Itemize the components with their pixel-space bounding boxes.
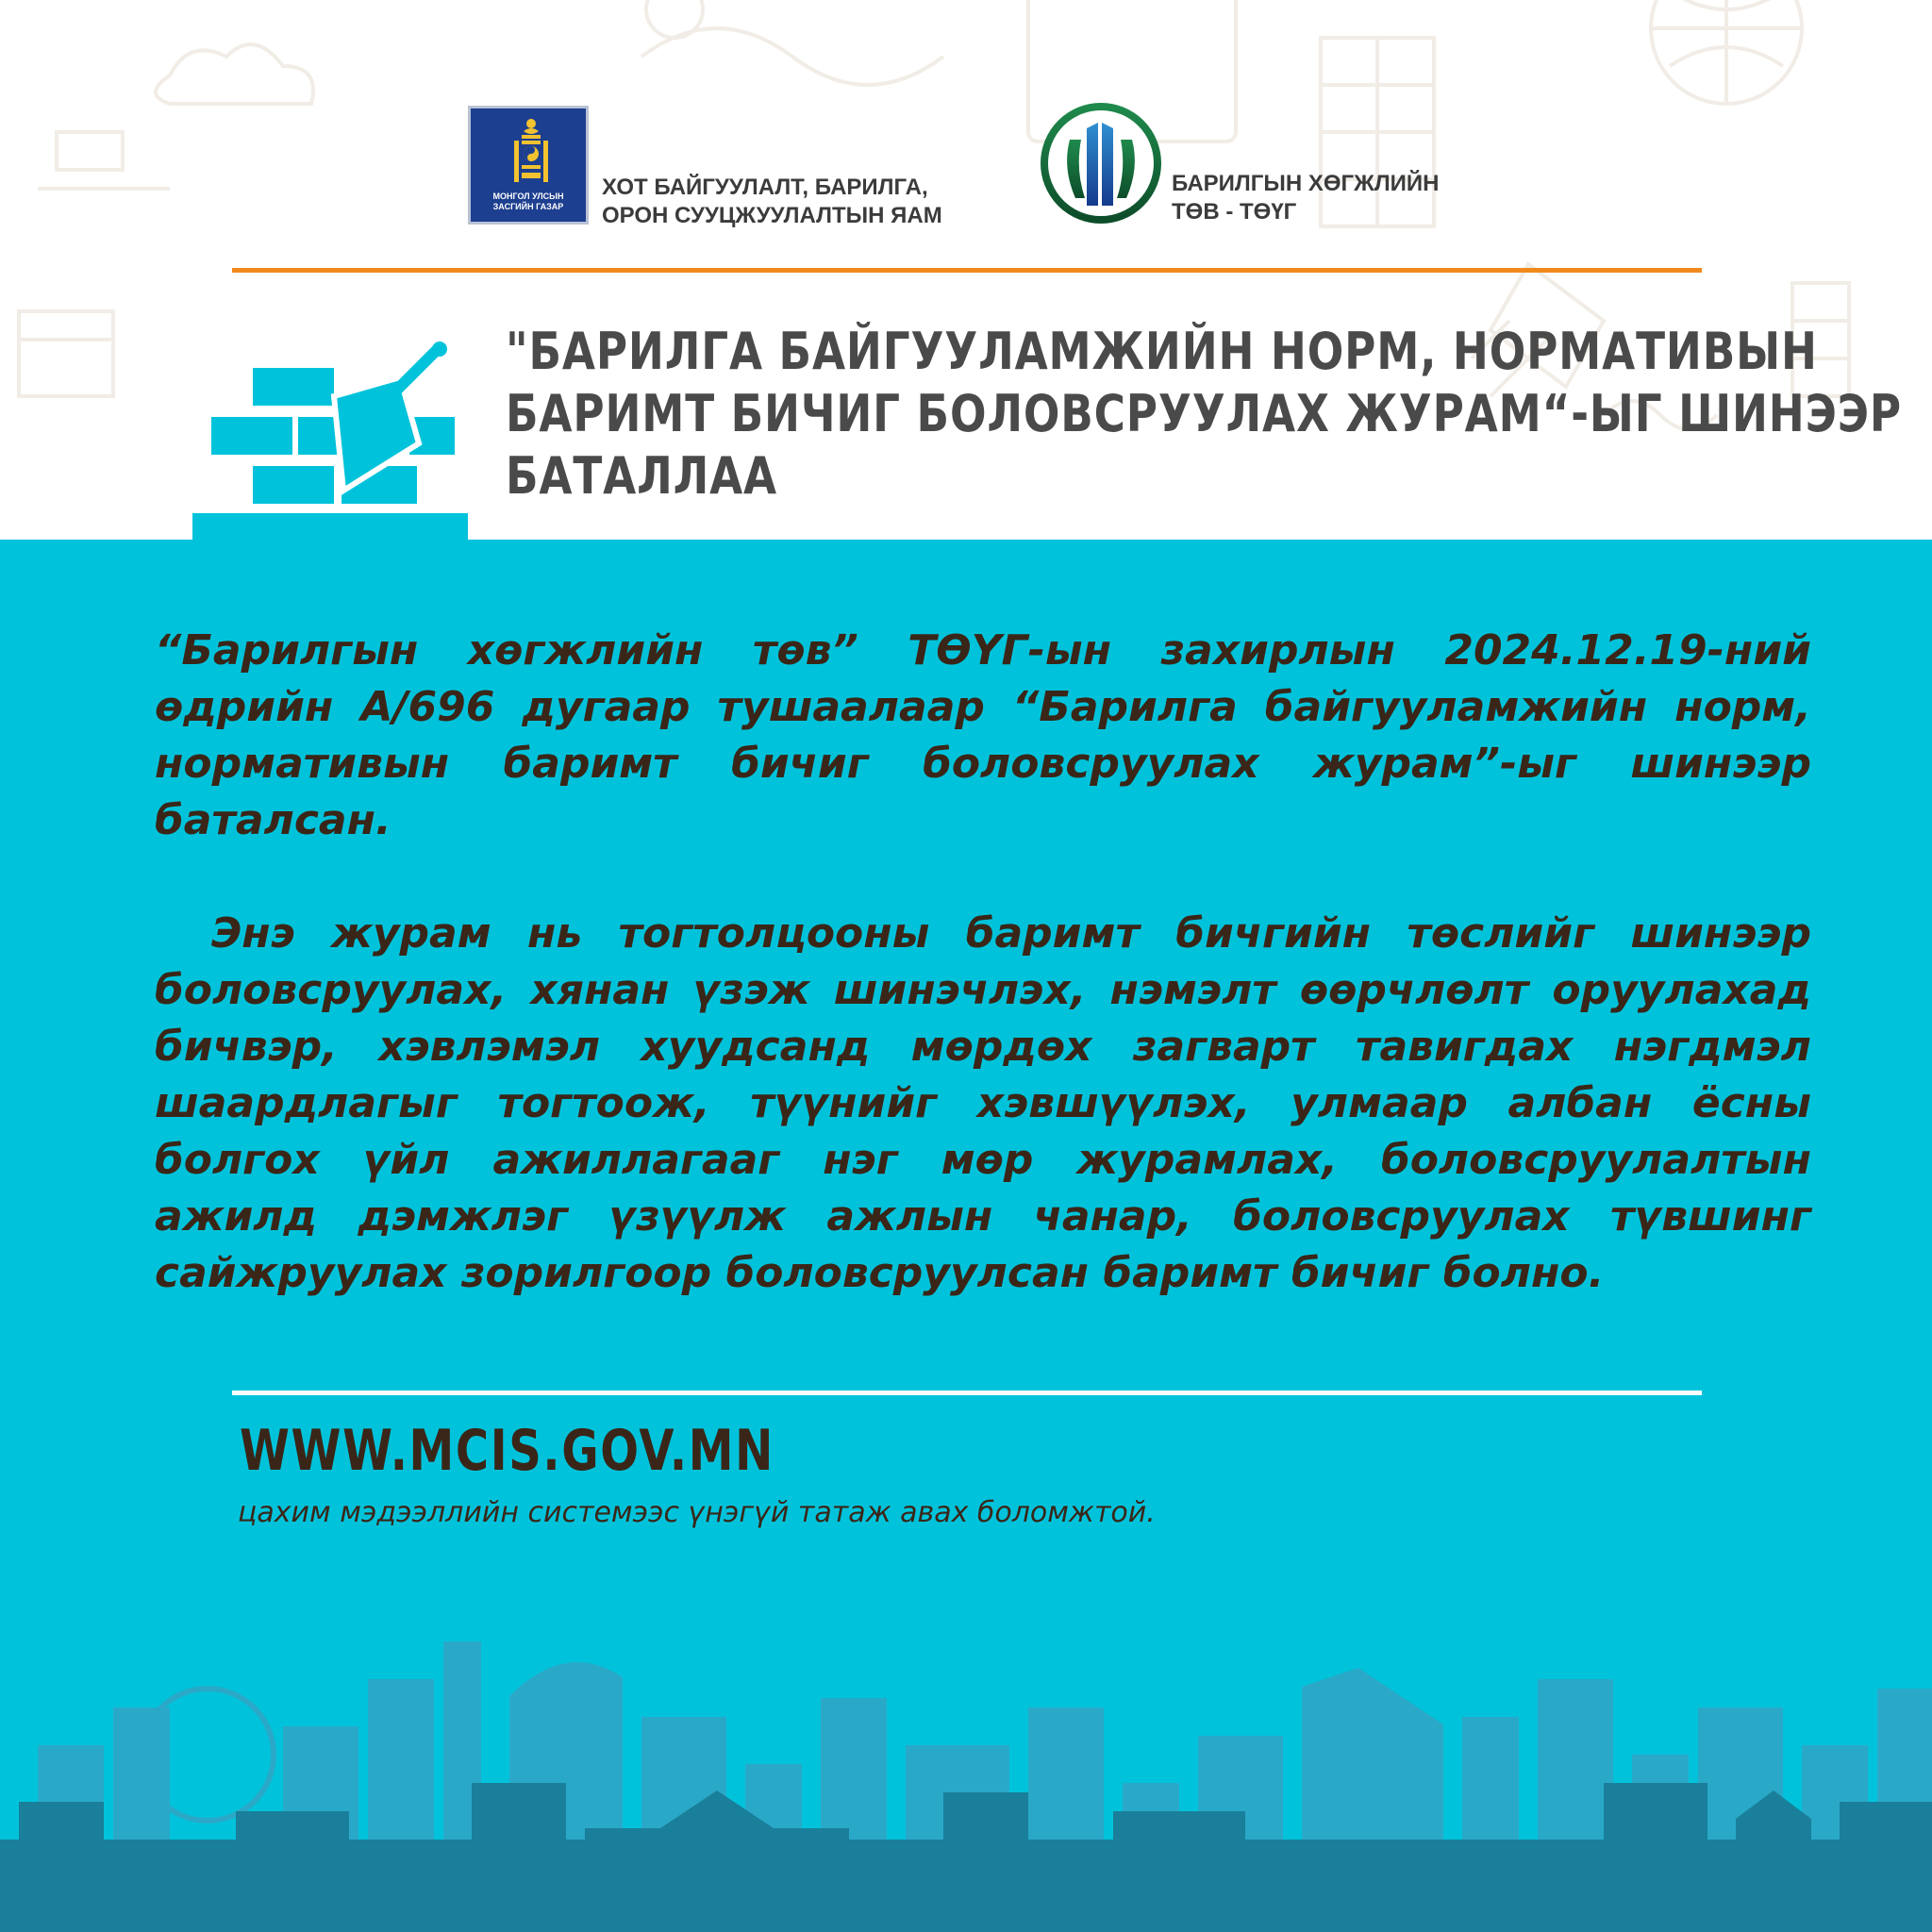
- ministry-name-line1: ХОТ БАЙГУУЛАЛТ, БАРИЛГА,: [602, 175, 928, 200]
- emblem-caption-line1: МОНГОЛ УЛСЫН: [492, 192, 564, 201]
- government-emblem: [468, 106, 589, 225]
- headline-line3: БАТАЛЛАА: [506, 446, 778, 506]
- construction-development-center-icon: [1040, 102, 1162, 225]
- headline: [506, 321, 1902, 508]
- website-url[interactable]: WWW.MCIS.GOV.MN: [240, 1418, 774, 1484]
- center-name-line2: ТӨВ - ТӨҮГ: [1172, 199, 1297, 225]
- ministry-name: [602, 174, 998, 230]
- headline-line2: БАРИМТ БИЧИГ БОЛОВСРУУЛАХ ЖУРАМ“-ЫГ ШИНЭЭР: [506, 384, 1902, 443]
- website-note: цахим мэдээллийн системээс үнэгүй татаж авах боломжтой.: [238, 1496, 1156, 1529]
- white-divider: [232, 1391, 1702, 1395]
- body-paragraph-2: Энэ журам нь тогтолцооны баримт бичгийн төслийг шинээр боловсруулах, хянан үзэж шинэчлэх, нэмэлт өөрчлөлт оруулахад бичвэр, хэвлэмэл хуудсанд мөрдөх загварт тавигдах нэгдмэл шаардлагыг тогтоож, түүнийг хэвшүүлэх, улмаар албан ёсны болгох үйл ажиллагааг нэг мөр журамлах, боловсруулалтын ажилд дэмжлэг үзүүлж ажлын чанар, боловсруулах түвшинг сайжруулах зорилгоор боловсруулсан баримт бичиг болно.: [155, 909, 1811, 1297]
- emblem-caption-line2: ЗАСГИЙН ГАЗАР: [492, 202, 564, 211]
- headline-line1: "БАРИЛГА БАЙГУУЛАМЖИЙН НОРМ, НОРМАТИВЫН: [506, 322, 1818, 381]
- brick-wall-trowel-icon: [192, 340, 475, 540]
- center-name: [1172, 170, 1511, 226]
- body-paragraph-1: “Барилгын хөгжлийн төв” ТӨҮГ-ын захирлын 2024.12.19-ний өдрийн А/696 дугаар тушаалаар “Барилга байгууламжийн норм, нормативын баримт бичиг боловсруулах журам”-ыг шинээр баталсан.: [155, 626, 1811, 844]
- soyombo-emblem-icon: [508, 118, 554, 188]
- orange-divider: [232, 268, 1702, 273]
- center-name-line1: БАРИЛГЫН ХӨГЖЛИЙН: [1172, 171, 1440, 196]
- ministry-name-line2: ОРОН СУУЦЖУУЛАЛТЫН ЯАМ: [602, 203, 942, 228]
- city-skyline-illustration: [0, 1623, 1932, 1932]
